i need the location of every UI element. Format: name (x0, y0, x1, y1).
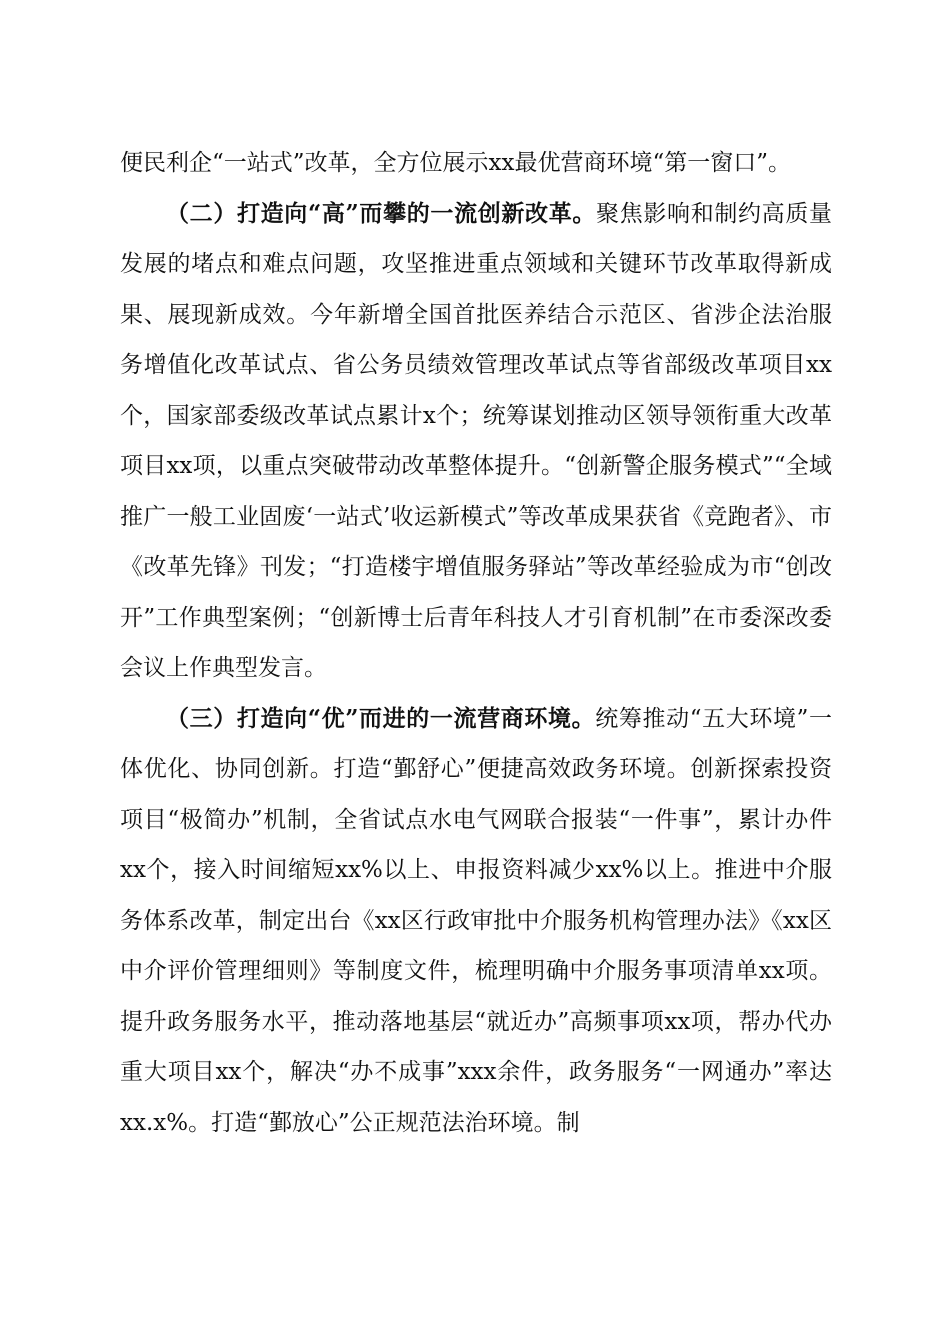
paragraph-text: 聚焦影响和制约高质量发展的堵点和难点问题，攻坚推进重点领域和关键环节改革取得新成果、展现新成效。今年新增全国首批医养结合示范区、省涉企法治服务增值化改革试点、省公务员绩效管理改革试点等省部级改革项目xx个，国家部委级改革试点累计x个；统筹谋划推动区领导领衔重大改革项目xx项，以重点突破带动改革整体提升。“创新警企服务模式”“全域推广一般工业固废‘一站式’收运新模式”等改革成果获省《竞跑者》、市《改革先锋》刊发；“打造楼宇增值服务驿站”等改革经验成为市“创改开”工作典型案例；“创新博士后青年科技人才引育机制”在市委深改委会议上作典型发言。 (120, 200, 833, 681)
paragraph-business-environment (120, 694, 832, 1149)
paragraph-continuation (120, 138, 832, 189)
paragraph-innovation-reform (120, 189, 832, 694)
paragraph-text: 便民利企“一站式”改革，全方位展示xx最优营商环境“第一窗口”。 (120, 150, 791, 176)
document-body (120, 138, 832, 1148)
section-heading-3: （三）打造向“优”而进的一流营商环境。 (166, 704, 596, 732)
section-heading-2: （二）打造向“高”而攀的一流创新改革。 (166, 199, 597, 227)
paragraph-text: 统筹推动“五大环境”一体优化、协同创新。打造“鄞舒心”便捷高效政务环境。创新探索投资项目“极简办”机制，全省试点水电气网联合报装“一件事”，累计办件xx个，接入时间缩短xx%以上、申报资料减少xx%以上。推进中介服务体系改革，制定出台《xx区行政审批中介服务机构管理办法》《xx区中介评价管理细则》等制度文件，梳理明确中介服务事项清单xx项。提升政务服务水平，推动落地基层“就近办”高频事项xx项，帮办代办重大项目xx个，解决“办不成事”xxx余件，政务服务“一网通办”率达xx.x%。打造“鄞放心”公正规范法治环境。制 (120, 705, 832, 1136)
